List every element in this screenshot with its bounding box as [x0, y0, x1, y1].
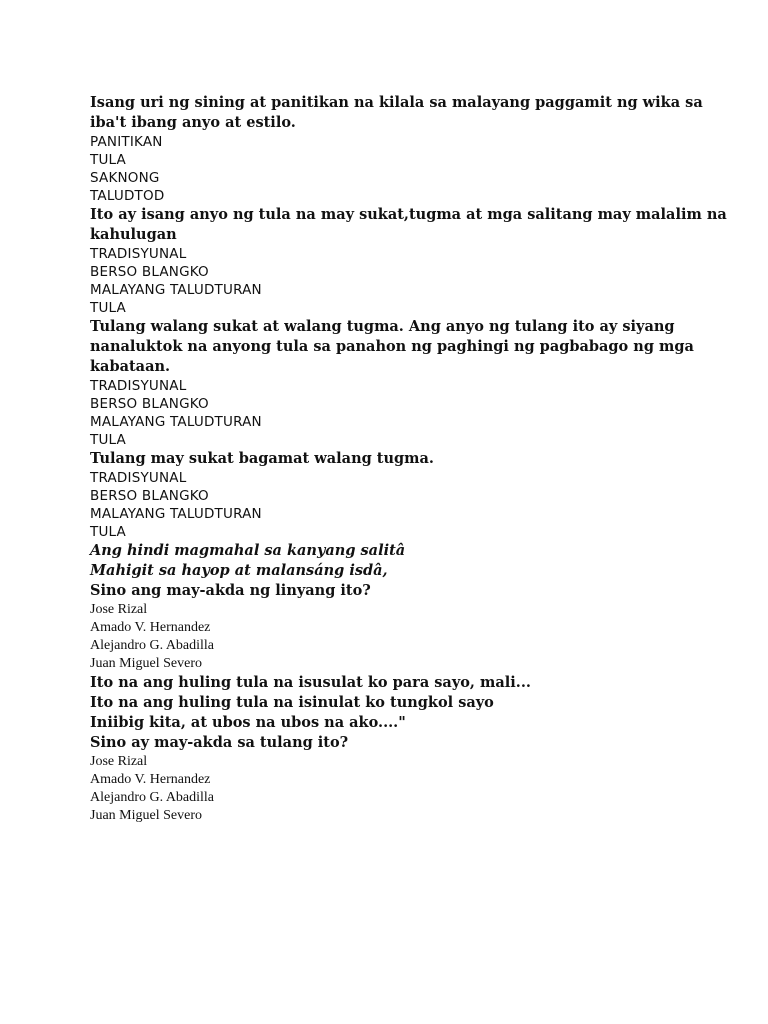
verse-6-line-2: Ito na ang huling tula na isinulat ko tungkol sayo: [90, 694, 494, 711]
question-2: Ito ay isang anyo ng tula na may sukat,tugma at mga salitang may malalim na kahulugan: [90, 206, 727, 243]
option-2-b: BERSO BLANGKO: [90, 264, 209, 280]
option-4-b: BERSO BLANGKO: [90, 488, 209, 504]
option-2-c: MALAYANG TALUDTURAN: [90, 282, 262, 298]
option-1-c: SAKNONG: [90, 170, 160, 186]
option-5-a: Jose Rizal: [90, 602, 148, 617]
question-4: Tulang may sukat bagamat walang tugma.: [90, 450, 434, 467]
option-4-c: MALAYANG TALUDTURAN: [90, 506, 262, 522]
option-1-a: PANITIKAN: [90, 134, 163, 150]
document-page: [90, 93, 730, 825]
option-4-d: TULA: [90, 524, 126, 540]
option-3-b: BERSO BLANGKO: [90, 396, 209, 412]
option-4-a: TRADISYUNAL: [90, 470, 187, 486]
verse-6-line-3: Iniibig kita, at ubos na ubos na ako....": [90, 714, 406, 731]
option-6-c: Alejandro G. Abadilla: [90, 790, 215, 805]
option-6-a: Jose Rizal: [90, 754, 148, 769]
option-3-d: TULA: [90, 432, 126, 448]
option-5-c: Alejandro G. Abadilla: [90, 638, 215, 653]
option-5-d: Juan Miguel Severo: [90, 656, 202, 671]
option-1-d: TALUDTOD: [90, 188, 165, 204]
verse-6-line-1: Ito na ang huling tula na isusulat ko para sayo, mali...: [90, 674, 531, 691]
option-6-d: Juan Miguel Severo: [90, 808, 202, 823]
question-6: Sino ay may-akda sa tulang ito?: [90, 734, 349, 751]
option-2-d: TULA: [90, 300, 126, 316]
question-3: Tulang walang sukat at walang tugma. Ang anyo ng tulang ito ay siyang nanaluktok na anyong tula sa panahon ng paghingi ng pagbabago ng mga kabataan.: [90, 318, 694, 375]
option-3-a: TRADISYUNAL: [90, 378, 187, 394]
option-3-c: MALAYANG TALUDTURAN: [90, 414, 262, 430]
option-1-b: TULA: [90, 152, 126, 168]
verse-5-line-2: Mahigit sa hayop at malansáng isdâ,: [90, 562, 388, 579]
option-5-b: Amado V. Hernandez: [90, 620, 211, 635]
question-5: Sino ang may-akda ng linyang ito?: [90, 582, 371, 599]
option-6-b: Amado V. Hernandez: [90, 772, 211, 787]
question-1: Isang uri ng sining at panitikan na kilala sa malayang paggamit ng wika sa iba't ibang anyo at estilo.: [90, 94, 703, 131]
option-2-a: TRADISYUNAL: [90, 246, 187, 262]
verse-5-line-1: Ang hindi magmahal sa kanyang salitâ: [90, 542, 406, 559]
